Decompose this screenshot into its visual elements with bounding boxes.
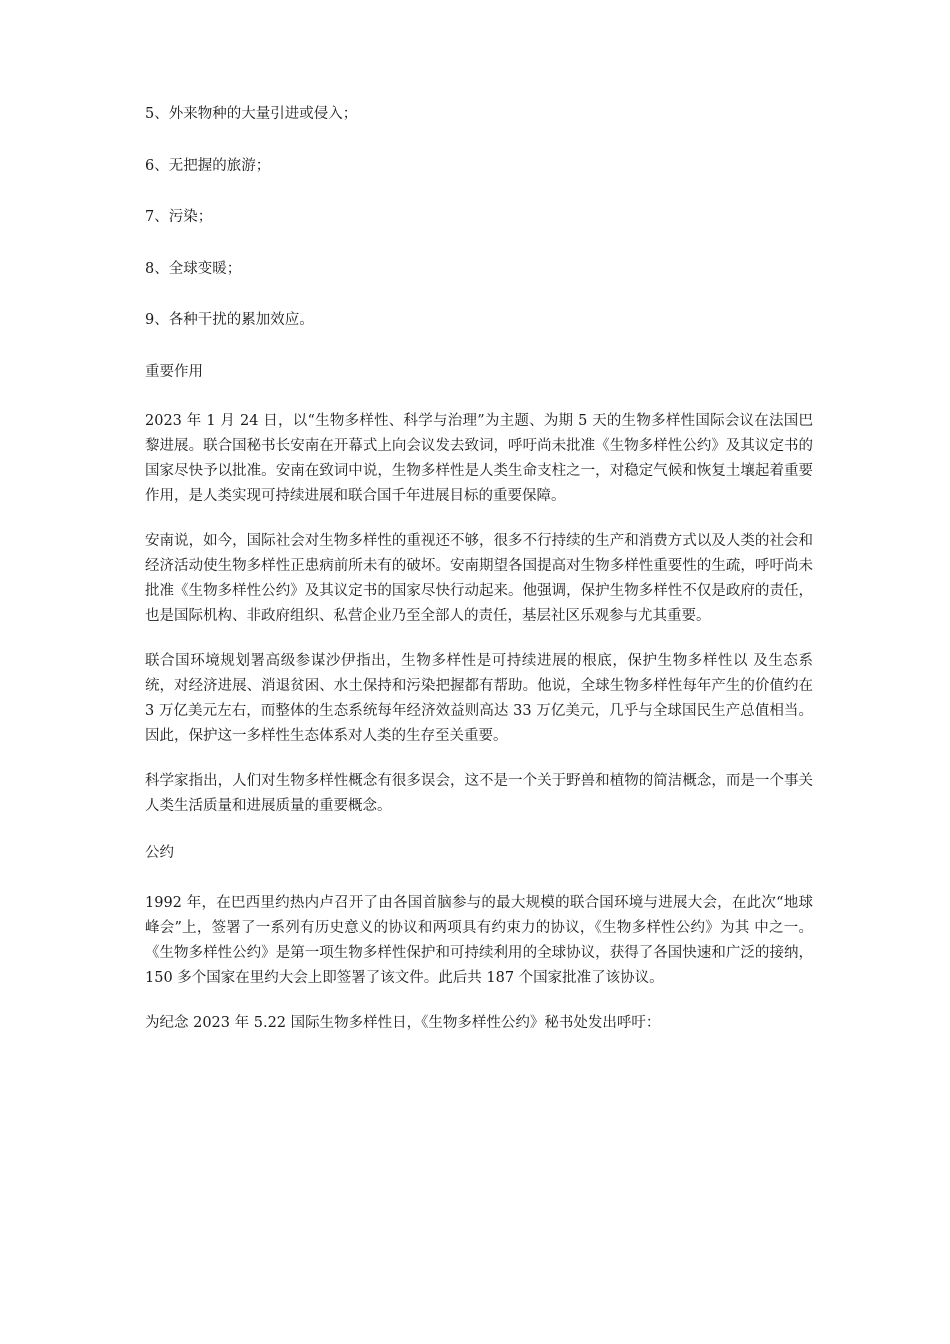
list-item: 9、各种干扰的累加效应。	[145, 312, 314, 328]
paragraph: 联合国环境规划署高级参谋沙伊指出，生物多样性是可持续进展的根底，保护生物多样性以 及生态系统，对经济进展、消退贫困、水土保持和污染把握都有帮助。他说，全球生物多样性每年产生的价值约在 3 万亿美元左右，而整体的生态系统每年经济效益则高达 33 万亿美元，几乎与全球国民生产总值相当。因此，保护这一多样性生态体系对人类的生存至关重要。	[145, 653, 813, 744]
section-heading-importance: 重要作用	[145, 363, 203, 380]
document-page	[145, 100, 813, 1056]
paragraph: 2023 年 1 月 24 日，以“生物多样性、科学与治理”为主题、为期 5 天的生物多样性国际会议在法国巴黎进展。联合国秘书长安南在开幕式上向会议发去致词，呼吁尚未批准《生物多样性公约》及其议定书的国家尽快予以批准。安南在致词中说，生物多样性是人类生命支柱之一，对稳定气候和恢复土壤起着重要作用，是人类实现可持续进展和联合国千年进展目标的重要保障。	[145, 413, 813, 504]
paragraph: 安南说，如今，国际社会对生物多样性的重视还不够，很多不行持续的生产和消费方式以及人类的社会和经济活动使生物多样性正患病前所未有的破坏。安南期望各国提高对生物多样性重要性的生疏，呼吁尚未批准《生物多样性公约》及其议定书的国家尽快行动起来。他强调，保护生物多样性不仅是政府的责任，也是国际机构、非政府组织、私营企业乃至全部人的责任，基层社区乐观参与尤其重要。	[145, 533, 813, 624]
paragraph: 科学家指出，人们对生物多样性概念有很多误会，这不是一个关于野兽和植物的简洁概念，而是一个事关人类生活质量和进展质量的重要概念。	[145, 773, 813, 814]
paragraph: 为纪念 2023 年 5.22 国际生物多样性日，《生物多样性公约》秘书处发出呼吁：	[145, 1014, 661, 1031]
paragraph: 1992 年，在巴西里约热内卢召开了由各国首脑参与的最大规模的联合国环境与进展大会，在此次“地球峰会”上，签署了一系列有历史意义的协议和两项具有约束力的协议，《生物多样性公约》为其 中之一。《生物多样性公约》是第一项生物多样性保护和可持续利用的全球协议，获得了各国快速和广泛的接纳，150 多个国家在里约大会上即签署了该文件。此后共 187 个国家批准了该协议。	[145, 894, 813, 986]
list-item: 8、全球变暖；	[145, 260, 242, 277]
list-item: 6、无把握的旅游；	[145, 157, 271, 174]
list-item: 5、外来物种的大量引进或侵入；	[145, 106, 358, 122]
list-item: 7、污染；	[145, 209, 213, 225]
section-heading-convention: 公约	[145, 845, 174, 861]
